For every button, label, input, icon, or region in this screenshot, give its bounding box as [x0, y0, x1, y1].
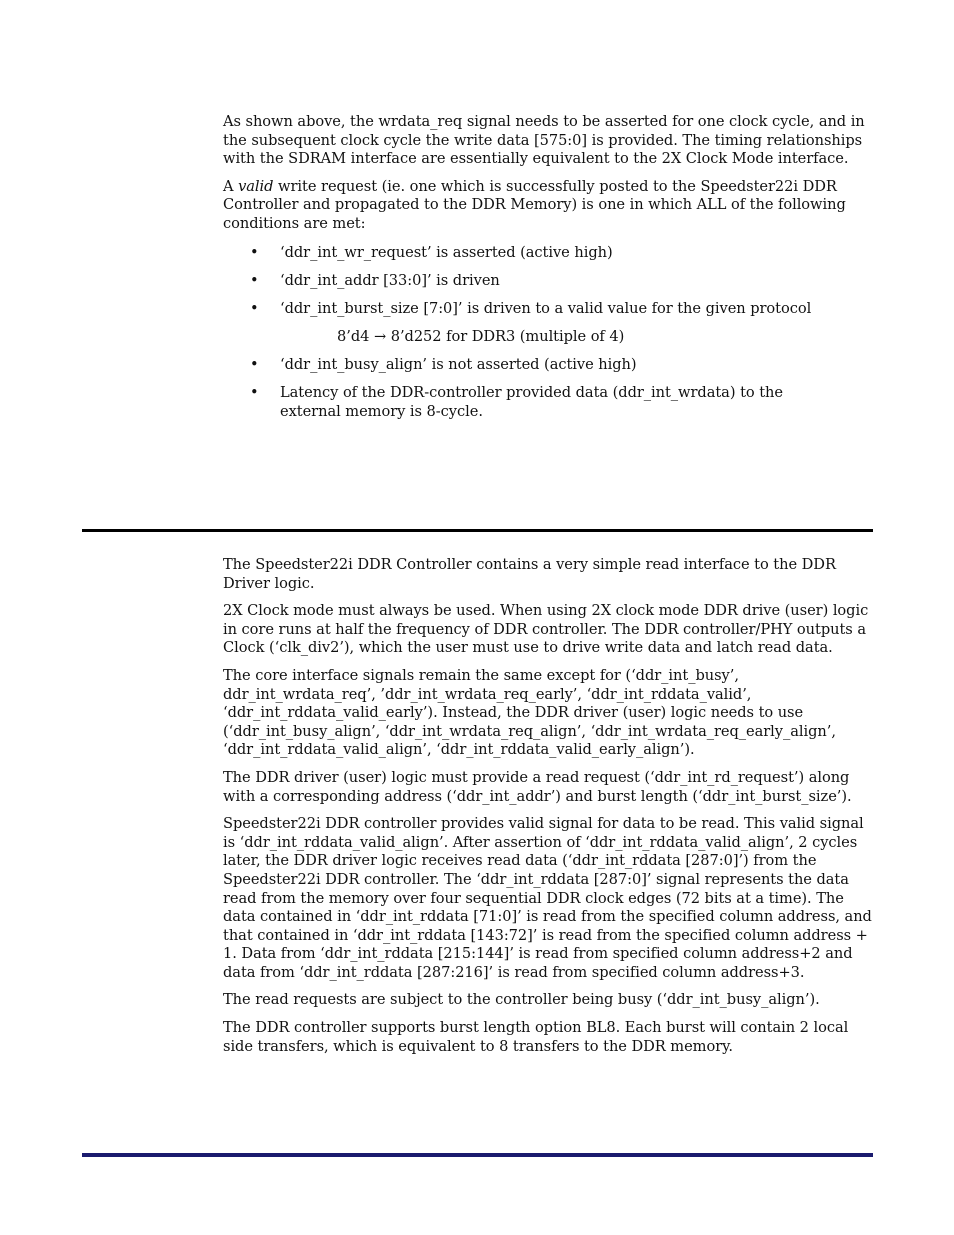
bullet-icon: •	[250, 272, 259, 289]
read-interface-paragraph-6: The read requests are subject to the controller being busy (‘ddr_int_busy_align’).	[223, 991, 820, 1009]
read-interface-paragraph-2: 2X Clock mode must always be used. When using 2X clock mode DDR drive (user) logic in core runs at half the frequency of DDR controller. The DDR controller/PHY outputs a Clock (‘clk_div2’), which the user must use to drive write data and latch read data.	[223, 602, 869, 657]
bullet-icon: •	[250, 384, 259, 401]
read-interface-section	[223, 556, 873, 1056]
valid-rest: write request (ie. one which is successfully posted to the Speedster22i DDR Controller and propagated to the DDR Memory) is one in which ALL of the following conditions are met:	[223, 177, 846, 232]
list-item	[250, 244, 850, 263]
read-interface-paragraph-4: The DDR driver (user) logic must provide a read request (‘ddr_int_rd_request’) along with a corresponding address (‘ddr_int_addr’) and burst length (‘ddr_int_burst_size’).	[223, 768, 852, 805]
footer-rule	[82, 1153, 873, 1157]
write-conditions-list	[250, 244, 850, 263]
bullet-icon: •	[250, 244, 259, 261]
write-conditions-list-3	[250, 300, 850, 319]
bullet-icon: •	[250, 300, 259, 317]
list-item	[250, 356, 850, 375]
burst-size-range: 8’d4 → 8’d252 for DDR3 (multiple of 4)	[337, 328, 625, 345]
bullet-text: ‘ddr_int_busy_align’ is not asserted (active high)	[280, 356, 637, 373]
valid-emphasis: valid	[238, 177, 274, 195]
bullet-text: ‘ddr_int_wr_request’ is asserted (active high)	[280, 244, 613, 261]
list-item	[250, 300, 850, 319]
list-item	[250, 272, 850, 291]
write-conditions-list-2	[250, 272, 850, 291]
bullet-text: ‘ddr_int_burst_size [7:0]’ is driven to a valid value for the given protocol	[280, 300, 812, 317]
write-timing-paragraph: As shown above, the wrdata_req signal needs to be asserted for one clock cycle, and in the subsequent clock cycle the write data [575:0] is provided. The timing relationships with the SDRAM interface are essentially equivalent to the 2X Clock Mode interface.	[223, 113, 865, 168]
section-divider	[82, 529, 873, 532]
list-item	[250, 384, 830, 421]
bullet-text: ‘ddr_int_addr [33:0]’ is driven	[280, 272, 500, 289]
valid-write-request-paragraph	[223, 178, 873, 234]
write-section-intro	[223, 113, 873, 234]
read-interface-paragraph-1: The Speedster22i DDR Controller contains a very simple read interface to the DDR Driver logic.	[223, 556, 836, 592]
write-conditions-list-5	[250, 384, 830, 421]
valid-prefix: A	[223, 177, 239, 195]
write-conditions-list-4	[250, 356, 850, 375]
bullet-icon: •	[250, 356, 259, 373]
read-interface-paragraph-7: The DDR controller supports burst length option BL8. Each burst will contain 2 local side transfers, which is equivalent to 8 transfers to the DDR memory.	[223, 1019, 849, 1055]
bullet-text: Latency of the DDR-controller provided data (ddr_int_wrdata) to the external memory is 8-cycle.	[280, 384, 783, 420]
read-interface-paragraph-3: The core interface signals remain the same except for (‘ddr_int_busy’, ddr_int_wrdata_req’, ’ddr_int_wrdata_req_early’, ‘ddr_int_rddata_valid’, ‘ddr_int_rddata_valid_early’). Instead, the DDR driver (user) logic needs to use (‘ddr_int_busy_align’, ‘ddr_int_wrdata_req_align’, ‘ddr_int_wrdata_req_early_align’, ‘ddr_int_rddata_valid_align’, ‘ddr_int_rddata_valid_early_align’).	[223, 666, 836, 759]
read-interface-paragraph-5: Speedster22i DDR controller provides valid signal for data to be read. This valid signal is ‘ddr_int_rddata_valid_align’. After assertion of ‘ddr_int_rddata_valid_align’, 2 cycles later, the DDR driver logic receives read data (‘ddr_int_rddata [287:0]’) from the Speedster22i DDR controller. The ‘ddr_int_rddata [287:0]’ signal represents the data read from the memory over four sequential DDR clock edges (72 bits at a time). The data contained in ‘ddr_int_rddata [71:0]’ is read from the specified column address, and that contained in ‘ddr_int_rddata [143:72]’ is read from the specified column address + 1. Data from ‘ddr_int_rddata [215:144]’ is read from specified column address+2 and data from ‘ddr_int_rddata [287:216]’ is read from specified column address+3.	[223, 815, 872, 981]
